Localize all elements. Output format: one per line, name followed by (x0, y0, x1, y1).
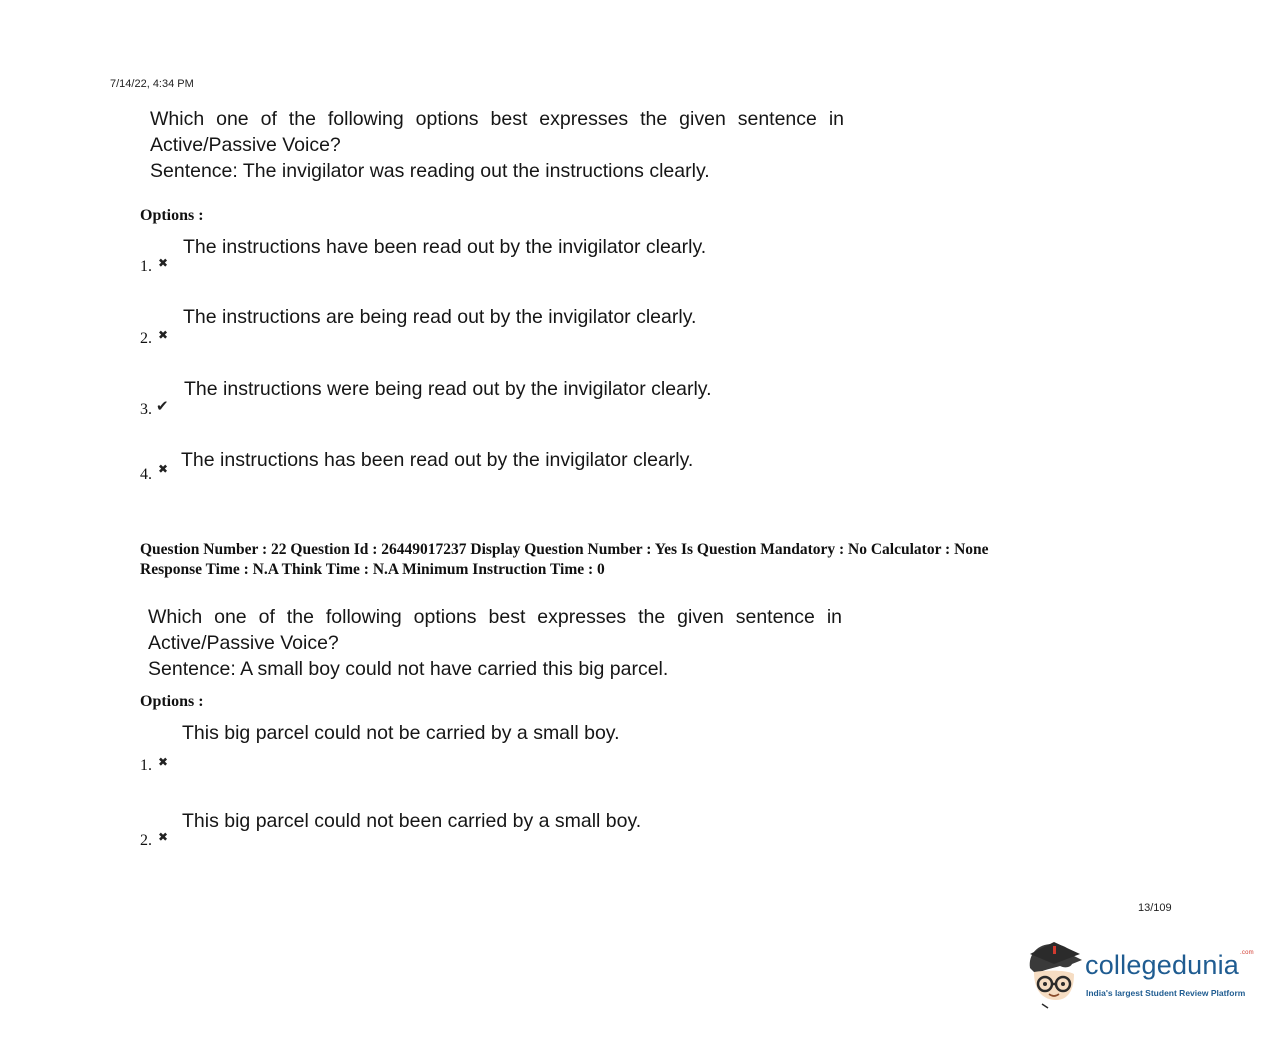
question-2-meta-line-1: Question Number : 22 Question Id : 26449017237 Display Question Number : Yes Is Question Mandatory : No Calculator : None (140, 541, 989, 558)
question-1-line-2: Active/Passive Voice? (150, 134, 341, 156)
option-number: 2. (140, 330, 152, 347)
logo-tagline: India's largest Student Review Platform (1086, 988, 1246, 998)
question-2-line-1: Which one of the following options best expresses the given sentence in (148, 606, 842, 628)
question-1-option-4-number (140, 462, 169, 484)
logo-suffix: .com (1240, 950, 1254, 956)
cross-icon: ✖ (158, 256, 169, 270)
question-2-metadata (140, 540, 989, 580)
question-1-option-2-number (140, 330, 168, 348)
cross-icon: ✖ (158, 830, 169, 844)
question-2-text (148, 604, 842, 682)
question-2-option-1-text: This big parcel could not be carried by a small boy. (182, 722, 620, 744)
question-2-meta-line-2: Response Time : N.A Think Time : N.A Minimum Instruction Time : 0 (140, 561, 605, 578)
question-2-sentence: Sentence: A small boy could not have carried this big parcel. (148, 658, 669, 680)
option-number: 3. (140, 401, 152, 418)
question-1-option-3-text: The instructions were being read out by the invigilator clearly. (184, 378, 712, 400)
collegedunia-mascot-logo (1024, 938, 1086, 1010)
logo-name: collegedunia (1085, 950, 1240, 980)
checkmark-icon: ✔ (156, 397, 169, 415)
option-number: 1. (140, 258, 152, 275)
question-2-option-1-number (140, 757, 168, 775)
question-1-option-3-number (140, 397, 169, 419)
question-1-options-label: Options : (140, 207, 204, 224)
option-number: 2. (140, 832, 152, 849)
question-1-sentence: Sentence: The invigilator was reading out the instructions clearly. (150, 160, 710, 182)
option-number: 1. (140, 757, 152, 774)
question-2-line-2: Active/Passive Voice? (148, 632, 339, 654)
collegedunia-wordmark (1085, 950, 1254, 981)
question-1-line-1: Which one of the following options best expresses the given sentence in (150, 108, 844, 130)
question-2-option-2-text: This big parcel could not been carried by a small boy. (182, 810, 642, 832)
question-1-option-1-number (140, 258, 168, 276)
question-2-options-label: Options : (140, 693, 204, 710)
question-1-text (150, 106, 844, 184)
option-number: 4. (140, 466, 152, 483)
question-1-option-2-text: The instructions are being read out by the invigilator clearly. (183, 306, 697, 328)
page-number: 13/109 (1138, 902, 1172, 914)
question-1-option-1-text: The instructions have been read out by the invigilator clearly. (183, 236, 707, 258)
question-1-option-4-text: The instructions has been read out by the invigilator clearly. (181, 449, 694, 471)
question-2-option-2-number (140, 832, 168, 850)
cross-icon: ✖ (158, 462, 169, 476)
cross-icon: ✖ (158, 328, 169, 342)
cross-icon: ✖ (158, 755, 169, 769)
print-timestamp: 7/14/22, 4:34 PM (110, 78, 194, 90)
